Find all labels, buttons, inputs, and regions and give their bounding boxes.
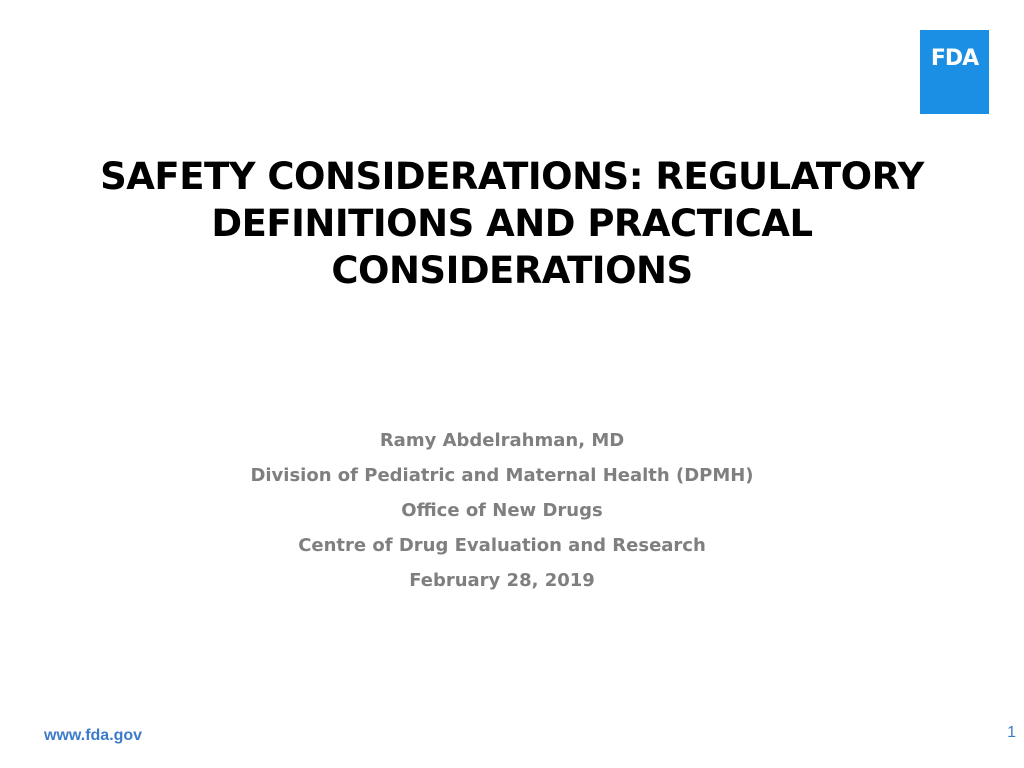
presentation-date: February 28, 2019 [409,570,595,591]
slide-title [60,153,964,294]
presenter-centre: Centre of Drug Evaluation and Research [298,535,706,556]
presenter-block [100,423,904,598]
footer-url: www.fda.gov [44,727,143,744]
slide-title-line-2: DEFINITIONS AND PRACTICAL [211,202,813,245]
presenter-office: Office of New Drugs [401,500,603,521]
presenter-division: Division of Pediatric and Maternal Health (DPMH) [250,465,754,486]
slide-title-line-3: CONSIDERATIONS [331,249,693,292]
slide-title-line-1: SAFETY CONSIDERATIONS: REGULATORY [100,155,924,198]
fda-logo-text: FDA [930,46,979,71]
fda-logo [920,30,989,114]
presenter-name: Ramy Abdelrahman, MD [379,430,625,451]
page-number: 1 [1007,724,1016,741]
